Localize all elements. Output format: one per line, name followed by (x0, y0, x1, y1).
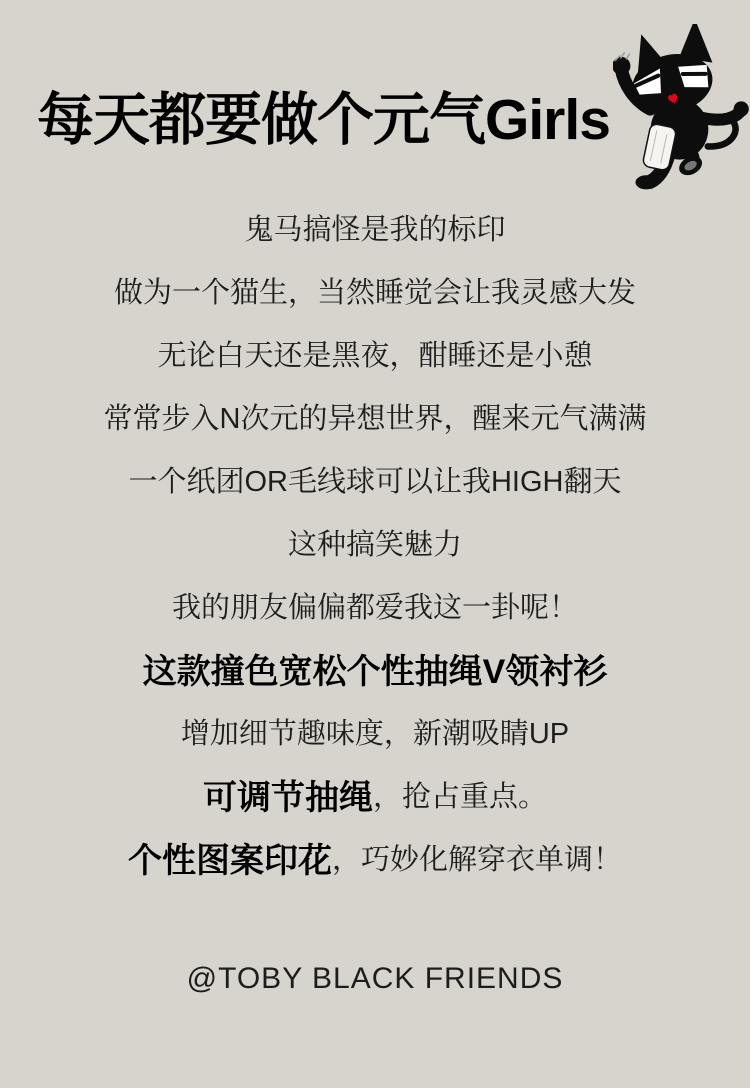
body-segment: 这种搞笑魅力 (287, 529, 462, 561)
body-segment-bold: 可调节抽绳 (202, 779, 373, 817)
body-segment: 鬼马搞怪是我的标印 (244, 214, 506, 246)
body-line (0, 322, 750, 385)
page-title: 每天都要做个元气Girls (37, 88, 610, 152)
body-segment: 做为一个猫生，当然睡觉会让我灵感大发 (113, 277, 636, 309)
body-line (0, 763, 750, 826)
body-line (0, 511, 750, 574)
body-segment-bold: 个性图案印花 (127, 842, 332, 880)
body-line (0, 385, 750, 448)
body-line (0, 574, 750, 637)
body-line (0, 259, 750, 322)
body-segment: 常常步入N次元的异想世界，醒来元气满满 (103, 403, 647, 435)
body-segment: 增加细节趣味度，新潮吸睛UP (180, 718, 570, 750)
body-line (0, 448, 750, 511)
body-segment: 我的朋友偏偏都爱我这一卦呢！ (171, 592, 578, 624)
body-line (0, 196, 750, 259)
body-segment: ，巧妙化解穿衣单调！ (331, 844, 622, 876)
body-text (0, 196, 750, 889)
body-segment: ，抢占重点。 (372, 781, 547, 813)
brand-handle: @TOBY BLACK FRIENDS (186, 962, 564, 995)
tmall-black-cat-icon (613, 24, 749, 196)
body-line (0, 637, 750, 700)
body-segment: 一个纸团OR毛线球可以让我HIGH翻天 (128, 466, 622, 498)
body-segment: 无论白天还是黑夜，酣睡还是小憩 (157, 340, 593, 372)
body-line (0, 826, 750, 889)
body-line (0, 700, 750, 763)
body-segment-bold: 这款撞色宽松个性抽绳V领衬衫 (142, 653, 608, 691)
